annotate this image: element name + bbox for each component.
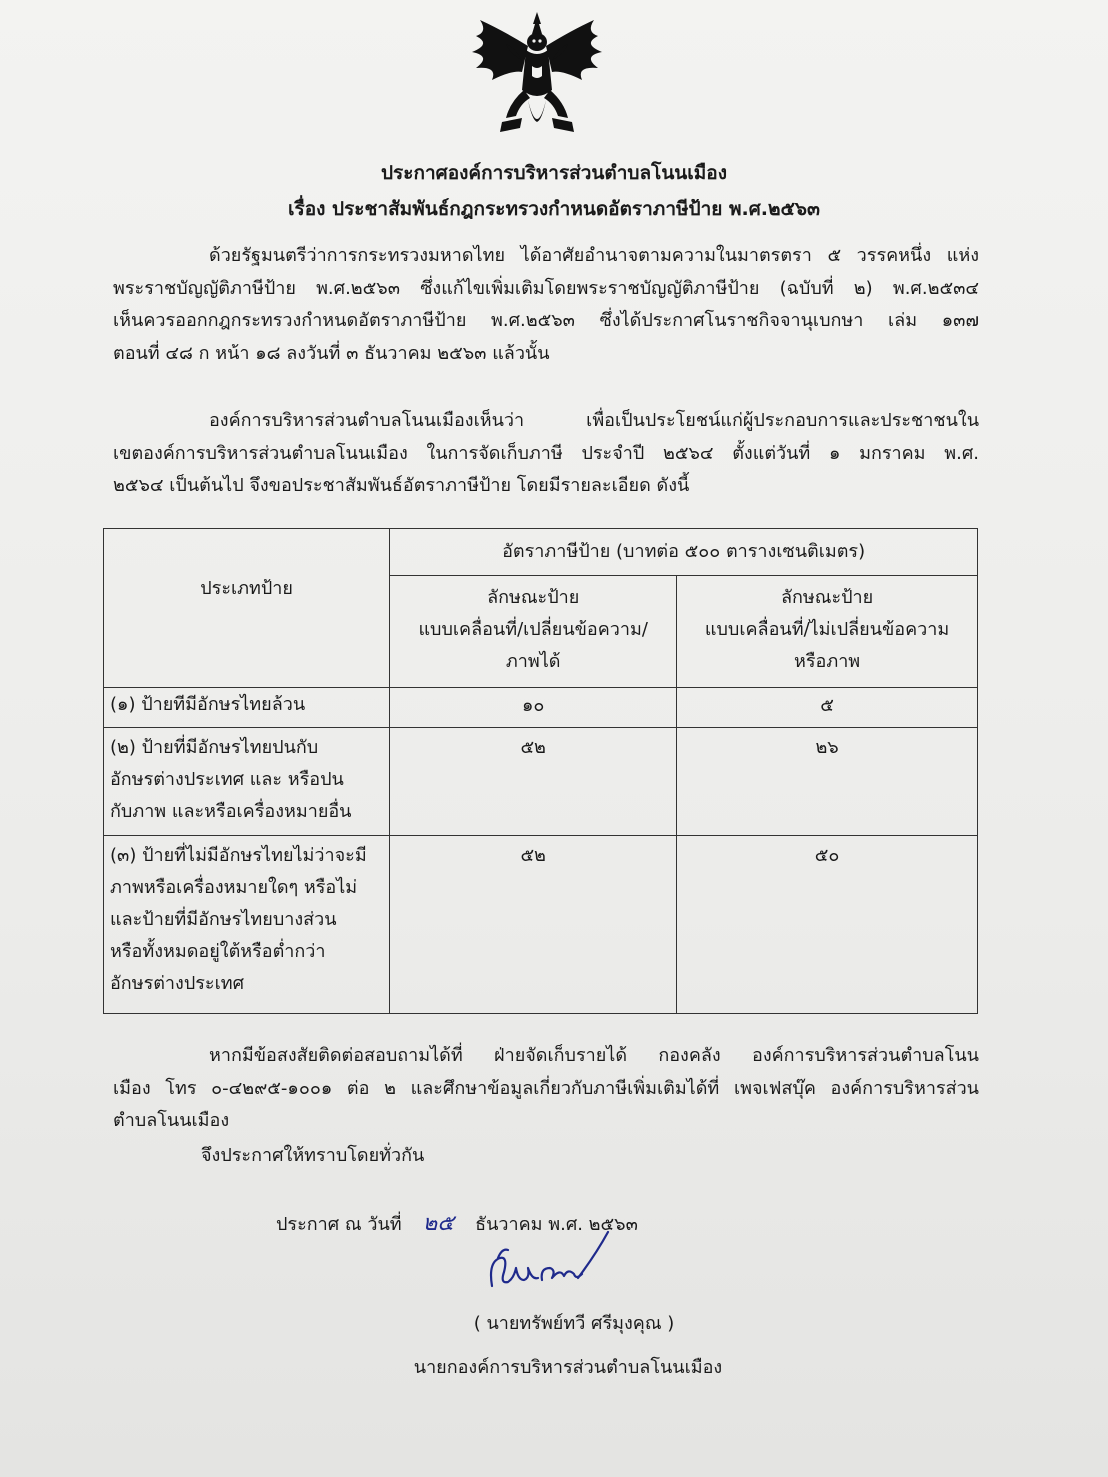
paragraph-line: ๒๕๖๔ เป็นต้นไป จึงขอประชาสัมพันธ์อัตราภาษีป้าย โดยมีรายละเอียด ดังนี้ <box>113 475 690 496</box>
table-row <box>104 728 978 836</box>
paragraph-purpose <box>113 405 979 503</box>
paragraph-line: ตอนที่ ๔๘ ก หน้า ๑๘ ลงวันที่ ๓ ธันวาคม ๒๕๖๓ แล้วนั้น <box>113 342 550 364</box>
date-day-handwritten: ๒๕ <box>422 1211 454 1236</box>
paragraph-line: หากมีข้อสงสัยติดต่อสอบถามได้ที่ ฝ่ายจัดเก็บรายได้ กองคลัง องค์การบริหารส่วนตำบลโนน <box>209 1045 979 1066</box>
header-column-a: ลักษณะป้าย แบบเคลื่อนที่/เปลี่ยนข้อความ/ ภาพได้ <box>390 576 677 688</box>
closing-statement: จึงประกาศให้ทราบโดยทั่วกัน <box>201 1145 425 1166</box>
paragraph-line: ด้วยรัฐมนตรีว่าการกระทรวงมหาดไทย ได้อาศัยอำนาจตามความในมาตรตรา ๕ วรรคหนึ่ง แห่ง <box>209 245 979 266</box>
table-row <box>104 836 978 1014</box>
paragraph-contact <box>113 1040 979 1138</box>
paragraph-line: องค์การบริหารส่วนตำบลโนนเมืองเห็นว่า เพื่อเป็นประโยชน์แก่ผู้ประกอบการและประชาชนใน <box>209 410 979 431</box>
rate-value-b: ๒๖ <box>677 728 978 836</box>
rate-value-a: ๕๒ <box>390 836 677 1014</box>
table-row <box>104 688 978 728</box>
header-tax-rate: อัตราภาษีป้าย (บาทต่อ ๕๐๐ ตารางเซนติเมตร) <box>390 529 978 576</box>
paragraph-line: เมือง โทร ๐-๔๒๙๕-๑๐๐๑ ต่อ ๒ และศึกษาข้อมูลเกี่ยวกับภาษีเพิ่มเติมได้ที่ เพจเฟสบุ๊ค องค์การบริหารส่วน <box>113 1077 979 1099</box>
row-label: (๓) ป้ายที่ไม่มีอักษรไทยไม่ว่าจะมี ภาพหรือเครื่องหมายใดๆ หรือไม่ และป้ายที่มีอักษรไทยบางส่วน หรือทั้งหมดอยู่ใต้หรือต่ำกว่า อักษรต่างประเทศ <box>104 836 390 1014</box>
paragraph-intro <box>113 240 979 370</box>
garuda-emblem-icon <box>462 10 612 145</box>
paragraph-line: ตำบลโนนเมือง <box>113 1110 230 1131</box>
date-prefix: ประกาศ ณ วันที่ <box>276 1214 402 1235</box>
paragraph-line: เขตองค์การบริหารส่วนตำบลโนนเมือง ในการจัดเก็บภาษี ประจำปี ๒๕๖๔ ตั้งแต่วันที่ ๑ มกราคม พ.ศ. <box>113 442 979 464</box>
signer-position: นายกองค์การบริหารส่วนตำบลโนนเมือง <box>413 1357 723 1378</box>
row-label: (๑) ป้ายทีมีอักษรไทยล้วน <box>104 688 390 728</box>
row-label: (๒) ป้ายที่มีอักษรไทยปนกับ อักษรต่างประเทศ และ หรือปน กับภาพ และหรือเครื่องหมายอื่น <box>104 728 390 836</box>
paragraph-line: เห็นควรออกกฎกระทรวงกำหนดอัตราภาษีป้าย พ.ศ.๒๕๖๓ ซึ่งได้ประกาศโนราชกิจจานุเบกษา เล่ม ๑๓๗ <box>113 310 979 331</box>
rate-value-a: ๕๒ <box>390 728 677 836</box>
paragraph-line: พระราชบัญญัติภาษีป้าย พ.ศ.๒๕๖๓ ซึ่งแก้ไขเพิ่มเติมโดยพระราชบัญญัติภาษีป้าย (ฉบับที่ ๒) พ.ศ.๒๕๓๔ <box>113 277 979 299</box>
header-column-b: ลักษณะป้าย แบบเคลื่อนที่/ไม่เปลี่ยนข้อความ หรือภาพ <box>677 576 978 688</box>
signature-image <box>478 1228 618 1300</box>
announcement-subject: เรื่อง ประชาสัมพันธ์กฎกระทรวงกำหนดอัตราภาษีป้าย พ.ศ.๒๕๖๓ <box>288 198 820 220</box>
header-sign-type: ประเภทป้าย <box>104 529 390 688</box>
rate-value-a: ๑๐ <box>390 688 677 728</box>
rate-value-b: ๕ <box>677 688 978 728</box>
date-suffix: ธันวาคม พ.ศ. ๒๕๖๓ <box>475 1214 638 1235</box>
rate-value-b: ๕๐ <box>677 836 978 1014</box>
announcement-title: ประกาศองค์การบริหารส่วนตำบลโนนเมือง <box>381 162 727 184</box>
tax-rate-table <box>103 528 978 1014</box>
signer-name: ( นายทรัพย์ทวี ศรีมุงคุณ ) <box>473 1313 675 1334</box>
